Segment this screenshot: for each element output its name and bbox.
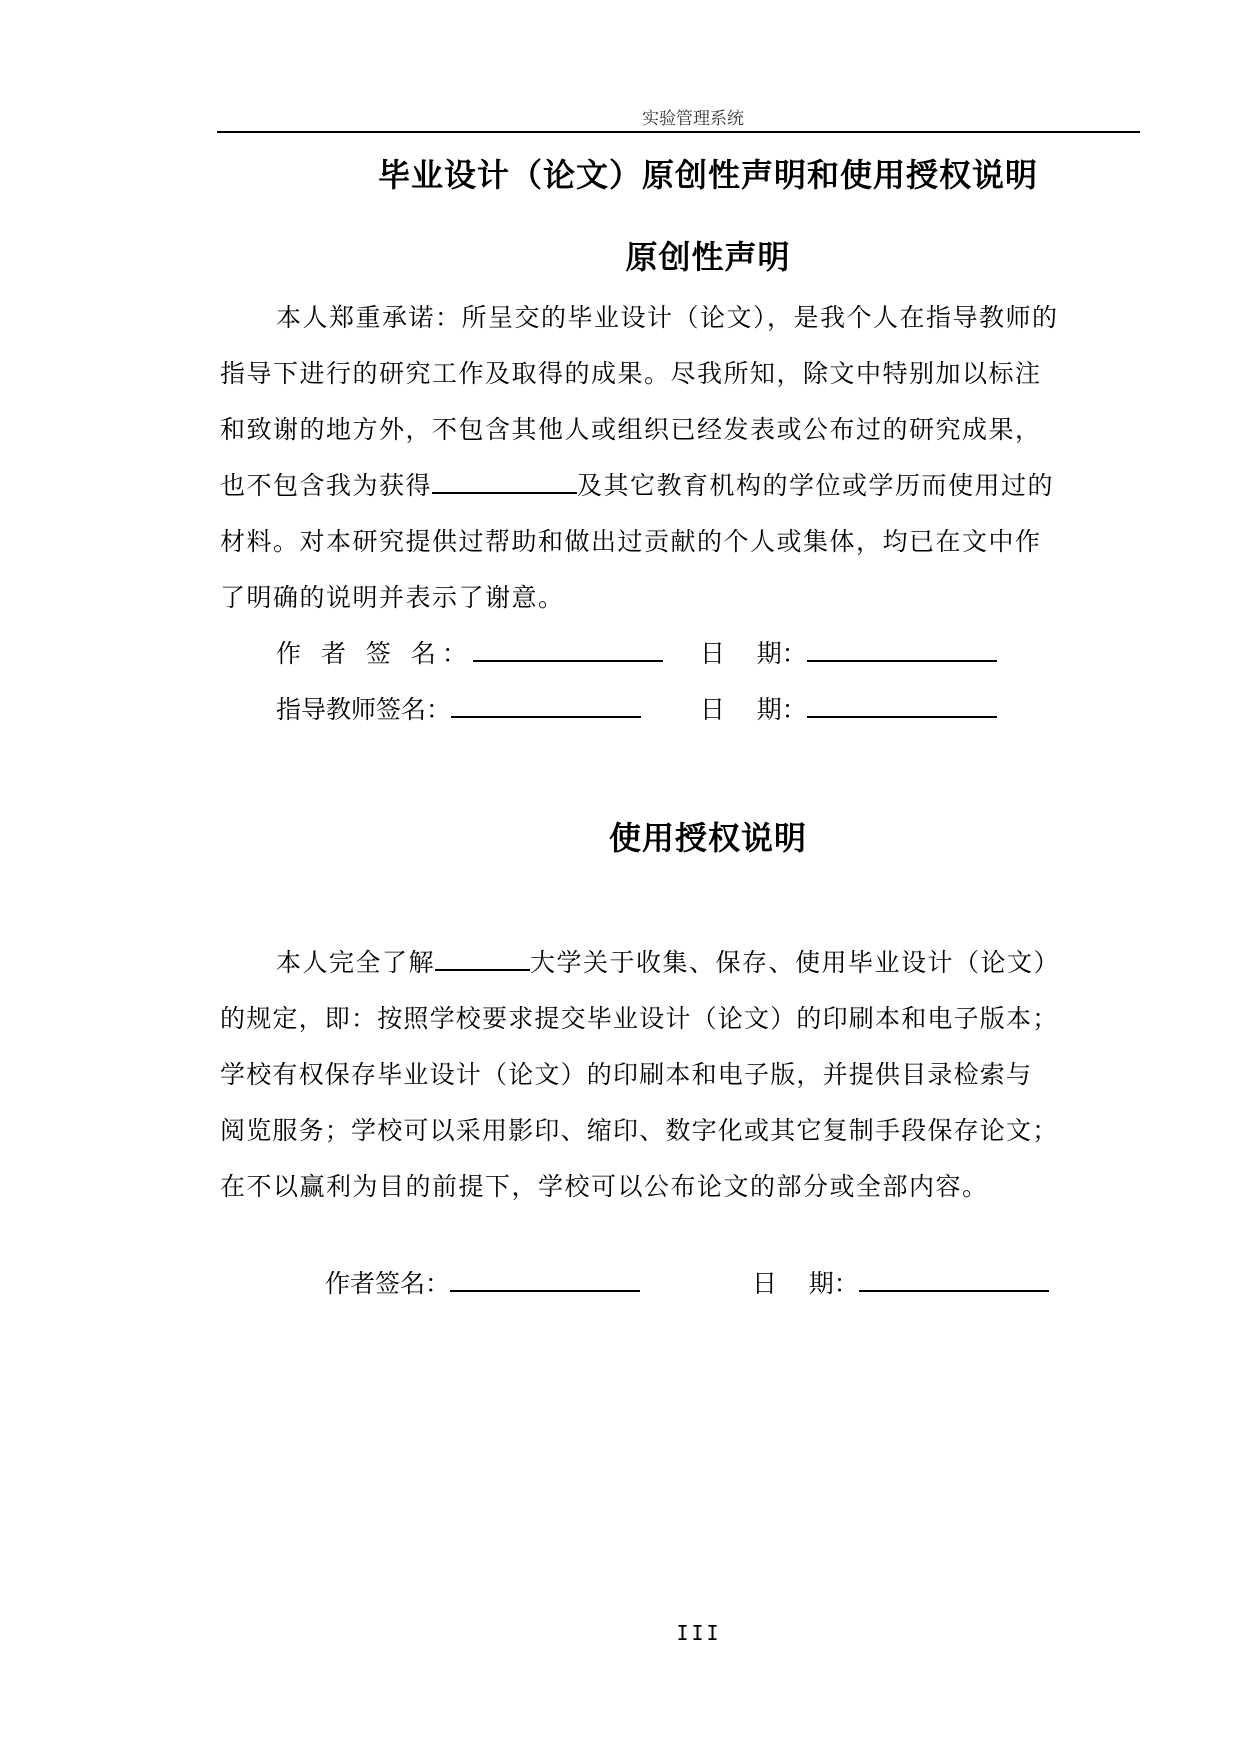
sig-row-advisor-date [700, 690, 997, 726]
originality-line-1: 本人郑重承诺：所呈交的毕业设计（论文），是我个人在指导教师的 [276, 303, 1059, 332]
originality-heading: 原创性声明 [625, 238, 791, 276]
auth-author-sign-label: 作者签名： [325, 1269, 451, 1298]
originality-line-4a: 也不包含我为获得 [220, 471, 433, 500]
authorization-heading: 使用授权说明 [608, 819, 807, 857]
authorization-line-2: 的规定，即：按照学校要求提交毕业设计（论文）的印刷本和电子版本； [220, 1004, 1059, 1033]
auth-sig-row-date [752, 1264, 1049, 1300]
auth-date-label: 日 期： [752, 1269, 859, 1298]
authorization-line-3: 学校有权保存毕业设计（论文）的印刷本和电子版，并提供目录检索与 [220, 1060, 1033, 1089]
author-date-blank [807, 638, 997, 662]
sig-row-author-date [700, 634, 997, 670]
auth-author-sign-blank [450, 1268, 640, 1292]
sig-row-author [276, 634, 663, 670]
university-blank [435, 947, 530, 971]
authorization-line-1 [276, 943, 1060, 979]
degree-blank [432, 470, 577, 494]
originality-line-4 [220, 466, 1054, 502]
author-sign-blank [473, 638, 663, 662]
auth-date-blank [859, 1268, 1049, 1292]
author-date-label: 日 期： [700, 639, 807, 668]
advisor-date-blank [807, 694, 997, 718]
advisor-sign-label: 指导教师签名： [276, 695, 452, 724]
running-header: 实验管理系统 [642, 109, 744, 129]
author-sign-label: 作 者 签 名： [276, 639, 473, 668]
authorization-line-4: 阅览服务；学校可以采用影印、缩印、数字化或其它复制手段保存论文； [220, 1116, 1059, 1145]
page-number: III [676, 1621, 722, 1645]
originality-line-3: 和致谢的地方外，不包含其他人或组织已经发表或公布过的研究成果， [220, 415, 1042, 444]
originality-line-5: 材料。对本研究提供过帮助和做出过贡献的个人或集体，均已在文中作 [220, 527, 1042, 556]
header-rule [217, 131, 1140, 133]
document-title: 毕业设计（论文）原创性声明和使用授权说明 [377, 156, 1038, 194]
auth-sig-row-author [325, 1264, 640, 1300]
authorization-line-5: 在不以赢利为目的前提下，学校可以公布论文的部分或全部内容。 [220, 1172, 989, 1201]
authorization-line-1b: 大学关于收集、保存、使用毕业设计（论文） [530, 948, 1061, 977]
originality-line-6: 了明确的说明并表示了谢意。 [220, 583, 565, 612]
authorization-line-1a: 本人完全了解 [276, 948, 436, 977]
sig-row-advisor [276, 690, 641, 726]
originality-line-4b: 及其它教育机构的学位或学历而使用过的 [577, 471, 1055, 500]
originality-line-2: 指导下进行的研究工作及取得的成果。尽我所知，除文中特别加以标注 [220, 359, 1042, 388]
advisor-date-label: 日 期： [700, 695, 807, 724]
advisor-sign-blank [451, 694, 641, 718]
